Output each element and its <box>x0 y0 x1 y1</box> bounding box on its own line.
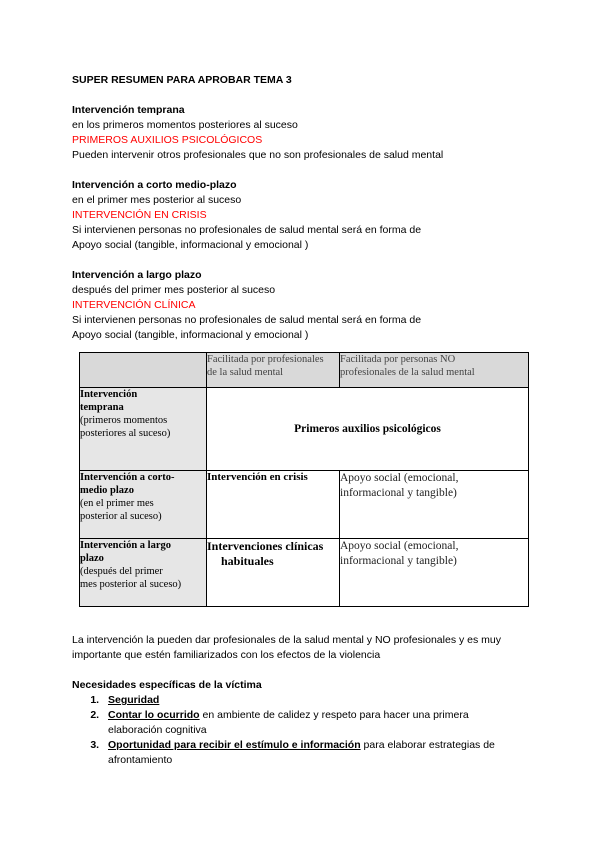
row-header-note: posteriores al suceso) <box>80 428 171 439</box>
section-long <box>72 268 542 343</box>
header-line: profesionales de la salud mental <box>340 367 475 378</box>
table-corner-cell <box>80 353 207 388</box>
section-heading: Intervención temprana <box>72 104 185 116</box>
table-header-non-professionals <box>340 353 529 388</box>
cell-line: habituales <box>221 554 274 568</box>
row-header-line: Intervención a corto- <box>80 472 175 483</box>
need-strong: Oportunidad para recibir el estímulo e información <box>108 739 361 751</box>
section-red-label: PRIMEROS AUXILIOS PSICOLÓGICOS <box>72 134 263 146</box>
row-header-long <box>80 539 207 607</box>
need-strong: Contar lo ocurrido <box>108 709 200 721</box>
cell-line: informacional y tangible) <box>340 555 457 567</box>
table-header-row <box>80 353 529 388</box>
section-note-2: Apoyo social (tangible, informacional y emocional ) <box>72 239 309 251</box>
section-early <box>72 103 542 163</box>
section-timing: en los primeros momentos posteriores al suceso <box>72 119 298 131</box>
row-header-note: (en el primer mes <box>80 498 154 509</box>
needs-heading: Necesidades específicas de la víctima <box>72 679 262 691</box>
row-header-note: mes posterior al suceso) <box>80 579 182 590</box>
need-text: para elaborar estrategias de afrontamiento <box>108 739 495 766</box>
section-red-label: INTERVENCIÓN EN CRISIS <box>72 209 207 221</box>
section-red-label: INTERVENCIÓN CLÍNICA <box>72 299 196 311</box>
document-title: SUPER RESUMEN PARA APROBAR TEMA 3 <box>72 74 292 86</box>
cell-clinical <box>207 539 340 607</box>
cell-social-support <box>340 539 529 607</box>
row-header-note: (después del primer <box>80 566 163 577</box>
row-header-early <box>80 388 207 471</box>
row-header-line: temprana <box>80 402 124 413</box>
document-body <box>72 73 542 358</box>
table-row <box>80 471 529 539</box>
row-header-line: plazo <box>80 553 104 564</box>
section-short-medium <box>72 178 542 253</box>
cell-line: informacional y tangible) <box>340 487 457 499</box>
list-item <box>102 693 512 708</box>
needs-list <box>72 693 512 768</box>
cell-social-support <box>340 471 529 539</box>
need-strong: Seguridad <box>108 694 160 706</box>
row-header-note: posterior al suceso) <box>80 511 162 522</box>
section-note: Si intervienen personas no profesionales de salud mental será en forma de <box>72 224 422 236</box>
section-timing: en el primer mes posterior al suceso <box>72 194 242 206</box>
table-header-professionals <box>207 353 340 388</box>
need-text: en ambiente de calidez y respeto para hacer una primera elaboración cognitiva <box>108 709 469 736</box>
section-heading: Intervención a largo plazo <box>72 269 202 281</box>
cell-line: Apoyo social (emocional, <box>340 472 459 484</box>
section-note-2: Apoyo social (tangible, informacional y emocional ) <box>72 329 309 341</box>
section-timing: después del primer mes posterior al suceso <box>72 284 276 296</box>
list-item <box>102 708 512 738</box>
header-line: Facilitada por personas NO <box>340 354 456 365</box>
section-note: Pueden intervenir otros profesionales que no son profesionales de salud mental <box>72 149 444 161</box>
intervention-table <box>79 352 529 607</box>
table-row <box>80 388 529 471</box>
cell-line: Apoyo social (emocional, <box>340 540 459 552</box>
closing-content <box>72 633 512 768</box>
header-line: de la salud mental <box>207 367 284 378</box>
row-header-line: medio plazo <box>80 485 134 496</box>
list-item <box>102 738 512 768</box>
cell-line: Intervenciones clínicas <box>207 539 324 553</box>
section-note: Si intervienen personas no profesionales de salud mental será en forma de <box>72 314 422 326</box>
summary-paragraph: La intervención la pueden dar profesionales de la salud mental y NO profesionales y es muy importante que estén familiarizados con los efectos de la violencia <box>72 634 501 661</box>
cell-crisis: Intervención en crisis <box>207 471 340 539</box>
header-line: Facilitada por profesionales <box>207 354 324 365</box>
section-heading: Intervención a corto medio-plazo <box>72 179 237 191</box>
table-row <box>80 539 529 607</box>
cell-first-aid: Primeros auxilios psicológicos <box>207 388 529 471</box>
row-header-note: (primeros momentos <box>80 415 168 426</box>
row-header-line: Intervención <box>80 389 138 400</box>
row-header-line: Intervención a largo <box>80 540 171 551</box>
row-header-short-medium <box>80 471 207 539</box>
